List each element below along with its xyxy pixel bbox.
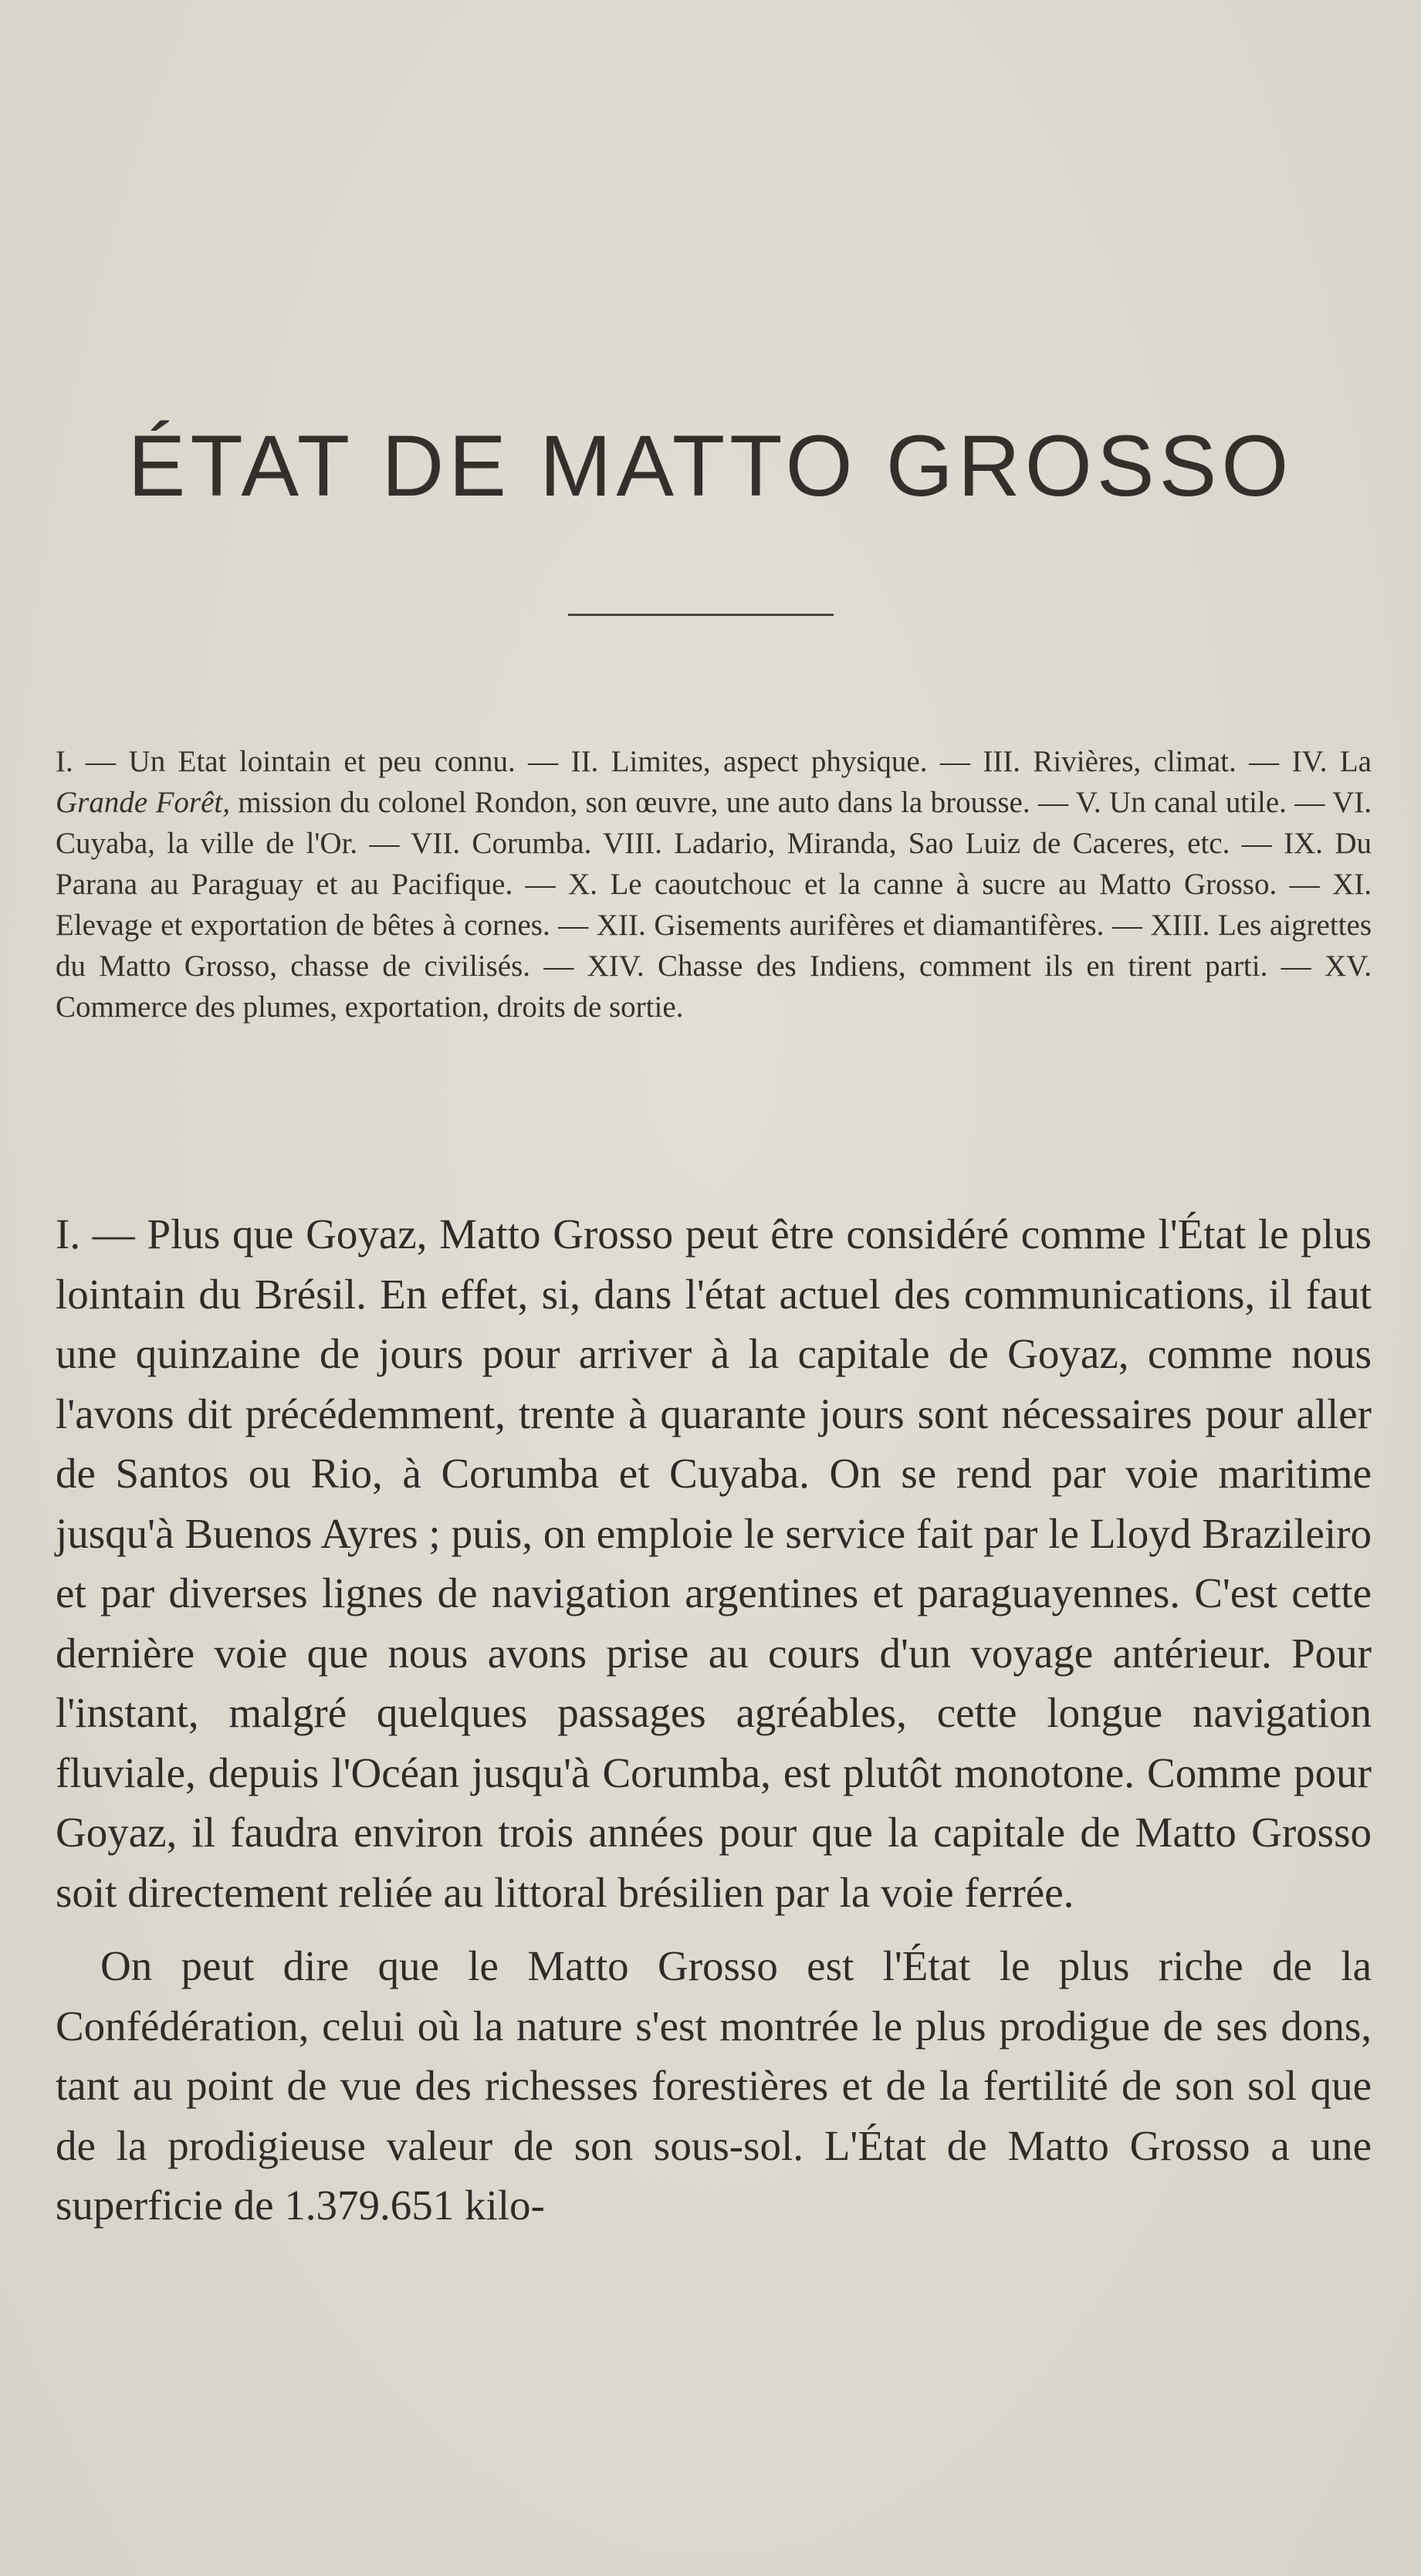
chapter-title: ÉTAT DE MATTO GROSSO	[127, 418, 1294, 514]
summary-text-part2: mission du colonel Rondon, son œuvre, une auto dans la brousse. — V. Un canal utile. — VI. Cuyaba, la ville de l'Or. — VII. Corumba. VIII. Ladario, Miranda, Sao Luiz de Caceres, etc. — IX. Du Parana au Paraguay et au Pacifique. — X. Le caoutchouc et la canne à sucre au Matto Grosso. — XI. Elevage et exportation de bêtes à cornes. — XII. Gisements aurifères et diamantifères. — XIII. Les aigrettes du Matto Grosso, chasse de civilisés. — XIV. Chasse des Indiens, comment ils en tirent parti. — XV. Commerce des plumes, exportation, droits de sortie.	[56, 786, 1372, 1024]
body-text	[56, 1204, 1372, 2236]
summary-text-part1: I. — Un Etat lointain et peu connu. — II. Limites, aspect physique. — III. Rivières, climat. — IV. La	[56, 745, 1372, 778]
summary-italic-text: Grande Forêt,	[56, 786, 230, 819]
body-paragraph-2: On peut dire que le Matto Grosso est l'État le plus riche de la Confédération, celui où la nature s'est montrée le plus prodigue de ses dons, tant au point de vue des richesses forestières et de la fertilité de son sol que de la prodigieuse valeur de son sous-sol. L'État de Matto Grosso a une superficie de 1.379.651 kilo-	[56, 1942, 1372, 2229]
chapter-summary	[56, 741, 1372, 1027]
body-paragraph-1: I. — Plus que Goyaz, Matto Grosso peut être considéré comme l'État le plus lointain du Brésil. En effet, si, dans l'état actuel des communications, il faut une quinzaine de jours pour arriver à la capitale de Goyaz, comme nous l'avons dit précédemment, trente à quarante jours sont nécessaires pour aller de Santos ou Rio, à Corumba et Cuyaba. On se rend par voie maritime jusqu'à Buenos Ayres ; puis, on emploie le service fait par le Lloyd Brazileiro et par diverses lignes de navigation argentines et paraguayennes. C'est cette dernière voie que nous avons prise au cours d'un voyage antérieur. Pour l'instant, malgré quelques passages agréables, cette longue navigation fluviale, depuis l'Océan jusqu'à Corumba, est plutôt monotone. Comme pour Goyaz, il faudra environ trois années pour que la capitale de Matto Grosso soit directement reliée au littoral brésilien par la voie ferrée.	[56, 1210, 1372, 1916]
title-divider	[568, 614, 834, 616]
